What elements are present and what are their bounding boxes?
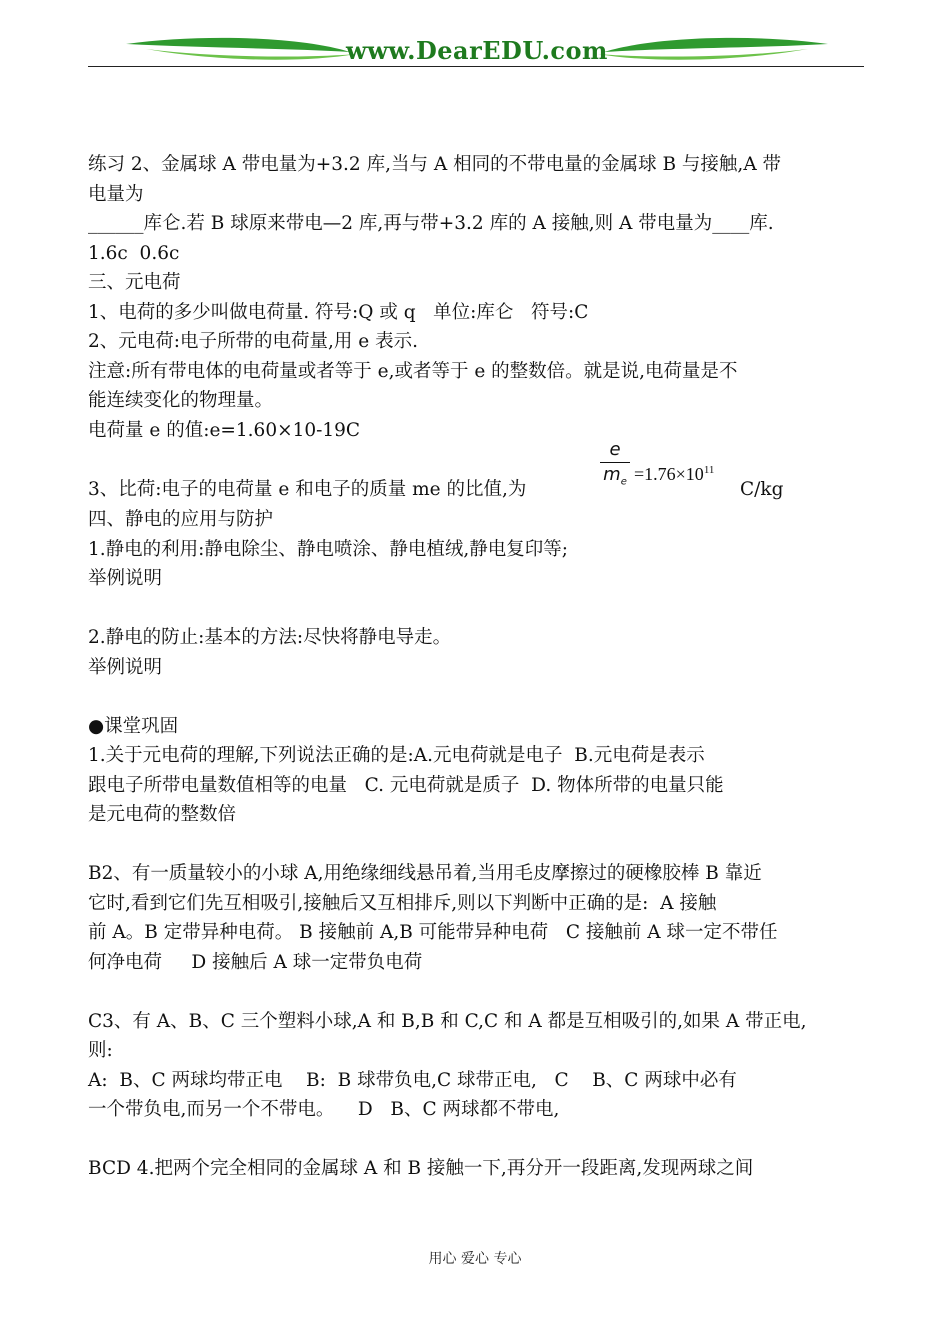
fraction-denominator: $m_e$ bbox=[603, 464, 627, 488]
question-line: A: B、C 两球均带正电 B: B 球带负电,C 球带正电, C B、C 两球中必有 bbox=[88, 1069, 737, 1091]
question-line: 跟电子所带电量数值相等的电量 C. 元电荷就是质子 D. 物体所带的电量只能 bbox=[88, 774, 724, 796]
section-heading: 四、静电的应用与防护 bbox=[88, 509, 274, 530]
question-line: 何净电荷 D 接触后 A 球一定带负电荷 bbox=[88, 951, 423, 973]
text-line: 1.静电的利用:静电除尘、静电喷涂、静电植绒,静电复印等; bbox=[88, 538, 568, 560]
text-line: 电荷量 e 的值:e=1.60×10-19C bbox=[88, 419, 361, 441]
question-line: 1.关于元电荷的理解,下列说法正确的是:A.元电荷就是电子 B.元电荷是表示 bbox=[88, 745, 705, 766]
header-divider bbox=[88, 66, 864, 67]
question-line: 它时,看到它们先互相吸引,接触后又互相排斥,则以下判断中正确的是: A 接触 bbox=[88, 892, 717, 914]
specific-charge-row bbox=[88, 439, 868, 505]
text-line: 练习 2、金属球 A 带电量为+3.2 库,当与 A 相同的不带电量的金属球 B 与接触,A 带 bbox=[88, 154, 782, 175]
text-line: 2.静电的防止:基本的方法:尽快将静电导走。 bbox=[88, 627, 452, 648]
text-line: 举例说明 bbox=[88, 656, 163, 678]
page-footer: 用心 爱心 专心 bbox=[428, 1251, 522, 1267]
question-line: 前 A。B 定带异种电荷。 B 接触前 A,B 可能带异种电荷 C 接触前 A 球一定不带任 bbox=[88, 922, 778, 943]
text-line: 举例说明 bbox=[88, 568, 163, 589]
formula-value: $=1.76\times 10^{11}$ bbox=[634, 464, 715, 484]
text-line: ______库仑.若 B 球原来带电—2 库,再与带+3.2 库的 A 接触,则 A 带电量为____库. bbox=[88, 213, 774, 234]
question-line: 是元电荷的整数倍 bbox=[88, 804, 237, 825]
text-line: 3、比荷:电子的电荷量 e 和电子的质量 me 的比值,为 bbox=[88, 479, 527, 500]
text-line: 能连续变化的物理量。 bbox=[88, 390, 274, 411]
text-line: 注意:所有带电体的电荷量或者等于 e,或者等于 e 的整数倍。就是说,电荷量是不 bbox=[88, 360, 738, 382]
text-line: 2、元电荷:电子所带的电荷量,用 e 表示. bbox=[88, 331, 418, 352]
question-line: 一个带负电,而另一个不带电。 D B、C 两球都不带电, bbox=[88, 1099, 560, 1120]
section-heading: ●课堂巩固 bbox=[88, 715, 179, 737]
question-line: C3、有 A、B、C 三个塑料小球,A 和 B,B 和 C,C 和 A 都是互相吸引的,如果 A 带正电, bbox=[88, 1010, 807, 1032]
question-line: B2、有一质量较小的小球 A,用绝缘细线悬吊着,当用毛皮摩擦过的硬橡胶棒 B 靠近 bbox=[88, 863, 762, 884]
fraction-formula bbox=[600, 439, 630, 494]
document-body bbox=[88, 150, 868, 1184]
unit-label: C/kg bbox=[740, 479, 784, 500]
question-line: 则: bbox=[88, 1040, 113, 1061]
site-logo[interactable]: www.DearEDU.com bbox=[346, 36, 608, 65]
text-line: 1、电荷的多少叫做电荷量. 符号:Q 或 q 单位:库仑 符号:C bbox=[88, 301, 589, 323]
question-line: BCD 4.把两个完全相同的金属球 A 和 B 接触一下,再分开一段距离,发现两球之间 bbox=[88, 1158, 754, 1179]
fraction-bar bbox=[600, 462, 630, 463]
text-line: 电量为 bbox=[88, 183, 144, 205]
section-heading: 三、元电荷 bbox=[88, 272, 181, 293]
fraction-numerator: e bbox=[609, 439, 621, 460]
answer-line: 1.6c 0.6c bbox=[88, 242, 180, 264]
